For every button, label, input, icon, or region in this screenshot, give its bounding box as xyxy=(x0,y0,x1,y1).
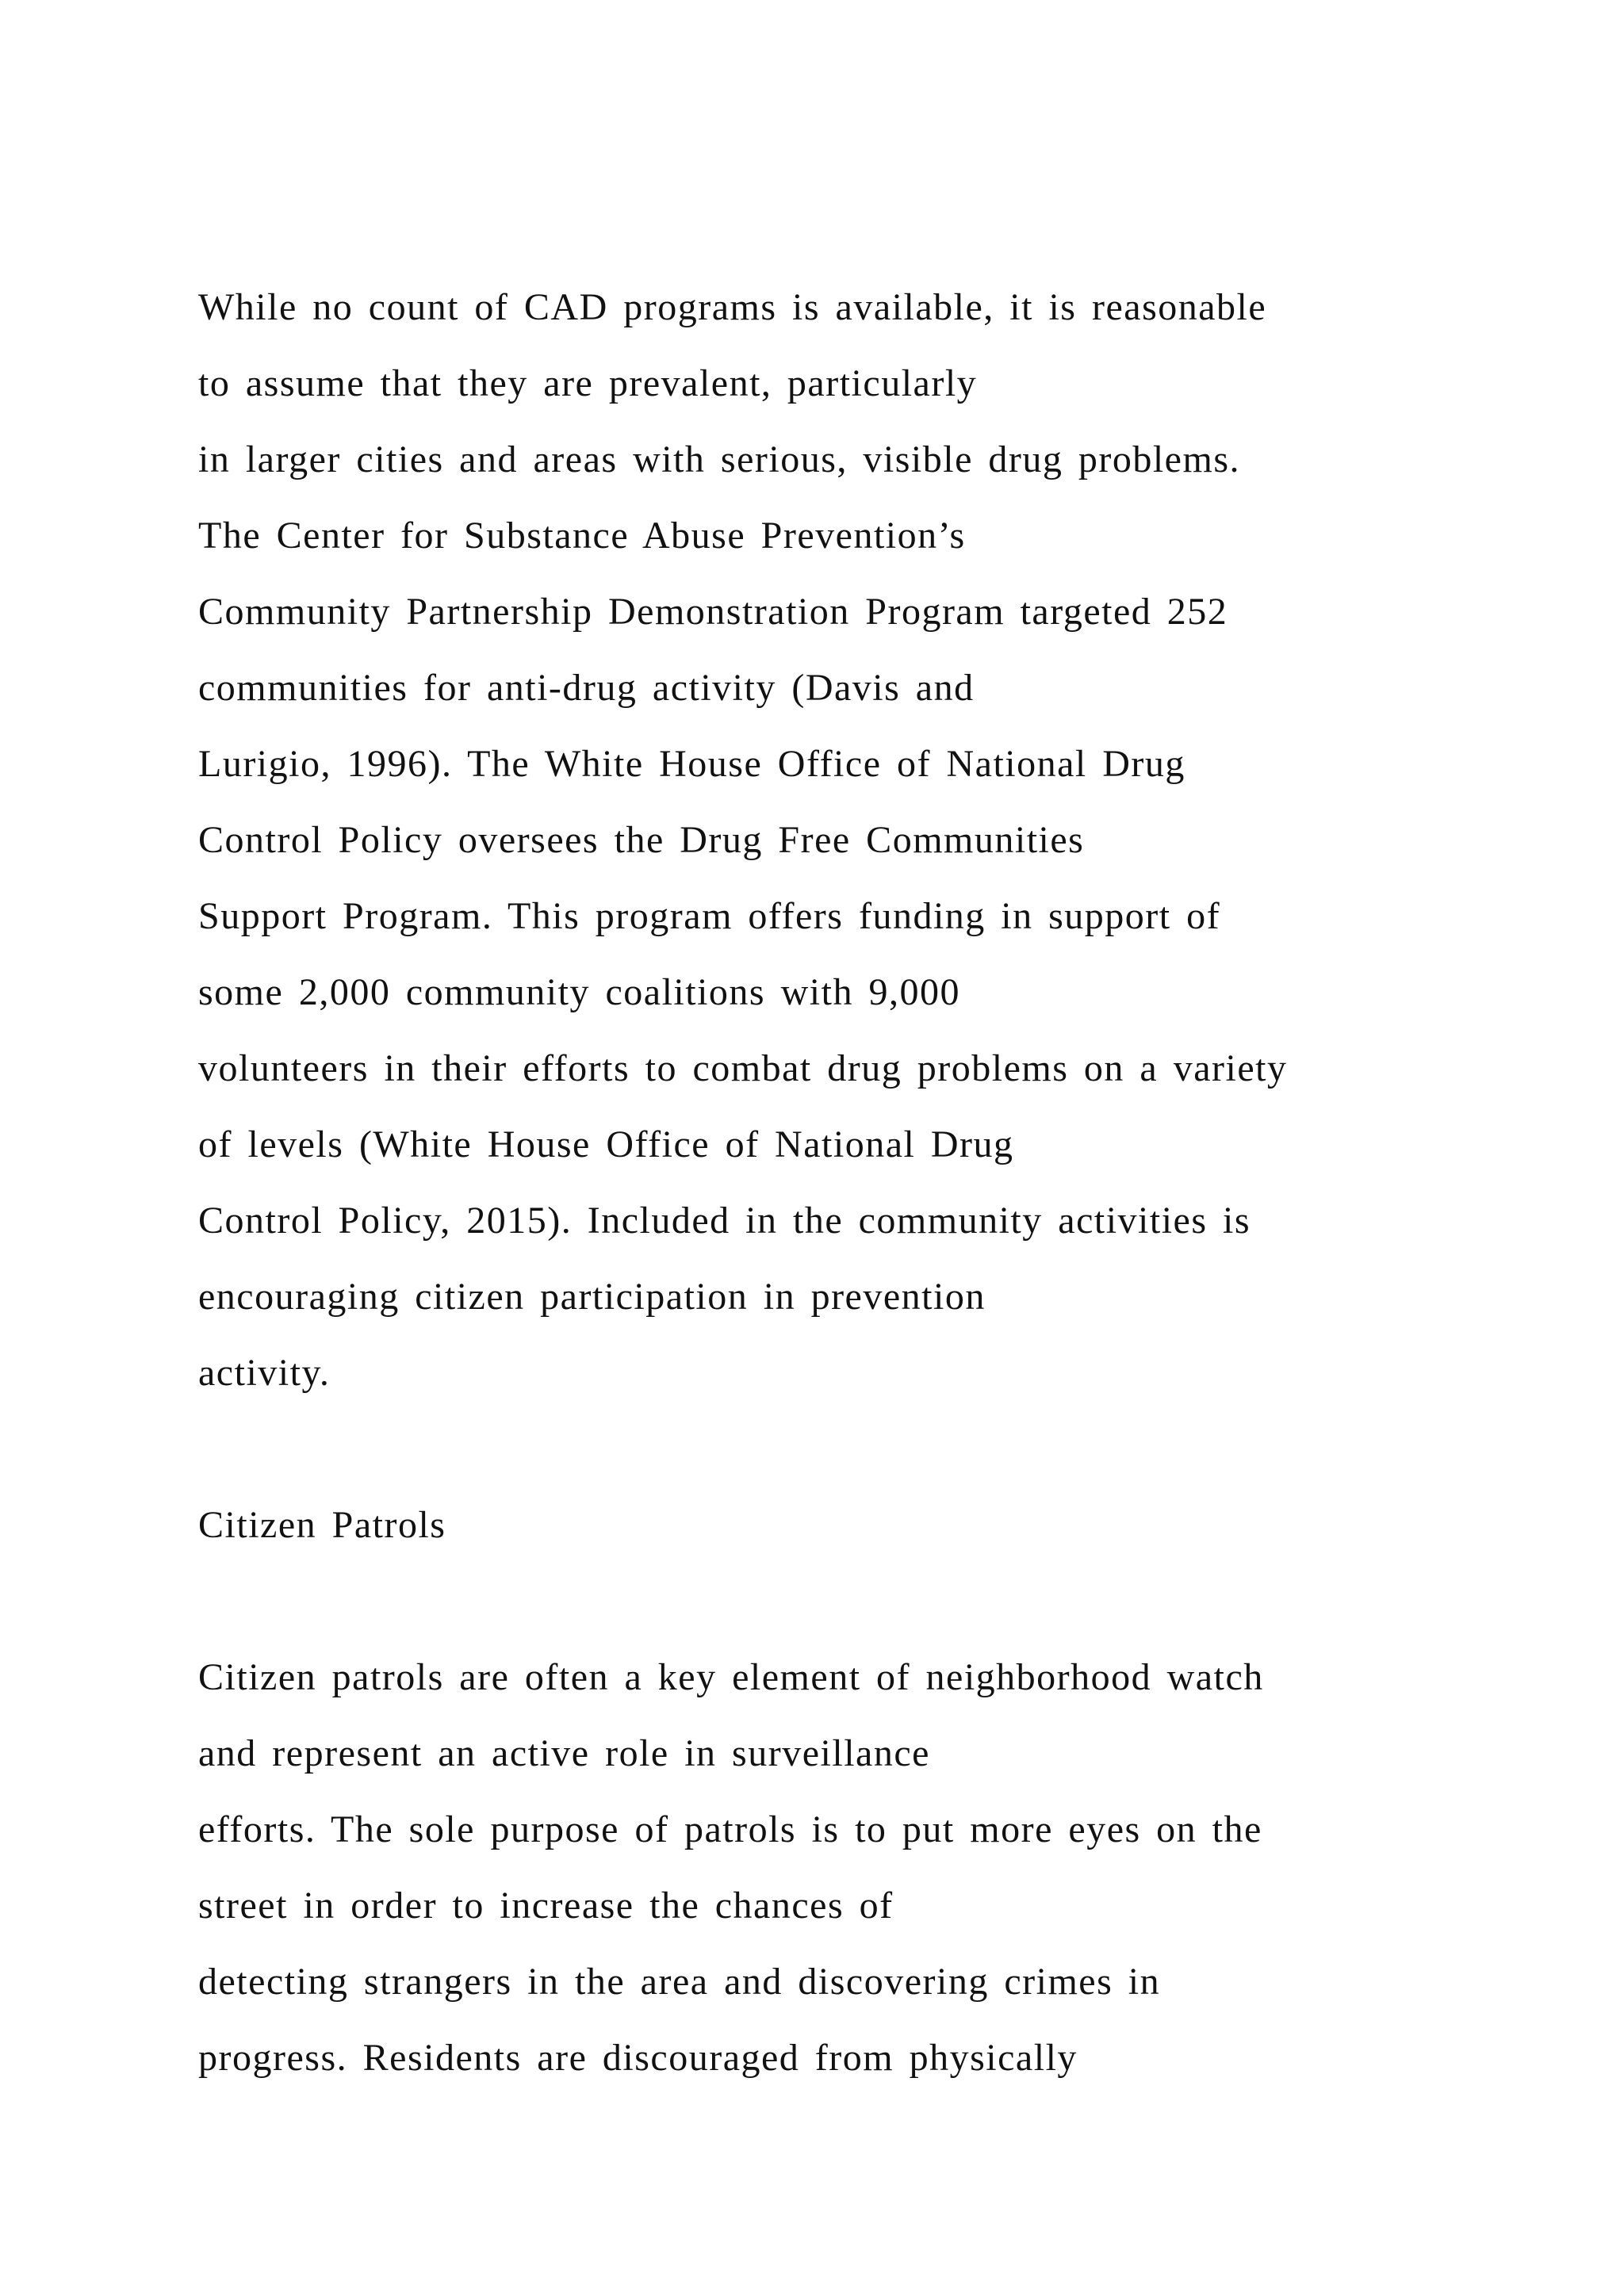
text-line: communities for anti-drug activity (Davis and xyxy=(198,667,975,709)
text-line: detecting strangers in the area and discovering crimes in xyxy=(198,1961,1161,2003)
text-line: volunteers in their efforts to combat drug problems on a variety xyxy=(198,1047,1288,1089)
text-line: some 2,000 community coalitions with 9,000 xyxy=(198,971,960,1013)
text-line: Support Program. This program offers funding in support of xyxy=(198,895,1221,937)
document-page xyxy=(198,270,1546,2096)
text-line: of levels (White House Office of National Drug xyxy=(198,1123,1014,1165)
section-heading: Citizen Patrols xyxy=(198,1504,446,1546)
text-line: Lurigio, 1996). The White House Office of National Drug xyxy=(198,743,1185,785)
text-line: progress. Residents are discouraged from physically xyxy=(198,2037,1078,2079)
text-line: efforts. The sole purpose of patrols is to put more eyes on the xyxy=(198,1808,1262,1850)
paragraph-gap xyxy=(198,1411,1546,1487)
text-line: Control Policy, 2015). Included in the community activities is xyxy=(198,1200,1251,1242)
text-line: in larger cities and areas with serious, visible drug problems. xyxy=(198,438,1240,480)
text-line: Control Policy oversees the Drug Free Communities xyxy=(198,819,1085,861)
text-line: activity. xyxy=(198,1352,331,1394)
text-line: The Center for Substance Abuse Prevention’s xyxy=(198,515,966,557)
paragraph-cad-programs xyxy=(198,270,1546,1411)
text-line: Community Partnership Demonstration Program targeted 252 xyxy=(198,591,1228,633)
text-line: and represent an active role in surveillance xyxy=(198,1732,930,1774)
text-line: encouraging citizen participation in prevention xyxy=(198,1276,986,1318)
text-line: While no count of CAD programs is available, it is reasonable xyxy=(198,286,1267,328)
paragraph-citizen-patrols xyxy=(198,1640,1546,2096)
text-line: Citizen patrols are often a key element of neighborhood watch xyxy=(198,1656,1264,1698)
text-line: street in order to increase the chances of xyxy=(198,1885,894,1927)
paragraph-gap xyxy=(198,1563,1546,1640)
text-line: to assume that they are prevalent, particularly xyxy=(198,362,978,404)
